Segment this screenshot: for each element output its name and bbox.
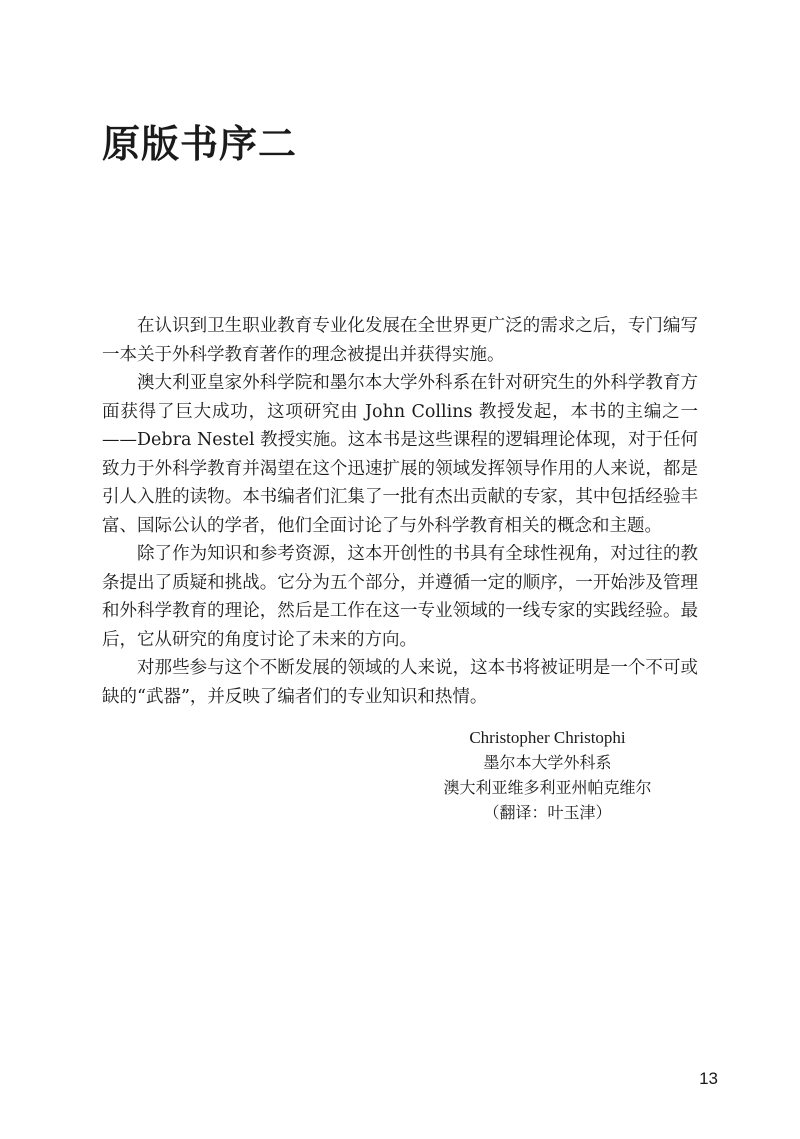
paragraph: 澳大利亚皇家外科学院和墨尔本大学外科系在针对研究生的外科学教育方面获得了巨大成功，这项研究由 John Collins 教授发起，本书的主编之一——Debra Nestel 教授实施。这本书是这些课程的逻辑理论体现，对于任何致力于外科学教育并渴望在这个迅速扩展的领域发挥领导作用的人来说，都是引人入胜的读物。本书编者们汇集了一批有杰出贡献的专家，其中包括经验丰富、国际公认的学者，他们全面讨论了与外科学教育相关的概念和主题。 (102, 373, 698, 536)
signature-block (400, 725, 695, 825)
translator-credit: （翻译：叶玉津） (483, 803, 612, 822)
body-text (102, 312, 698, 711)
author-department: 墨尔本大学外科系 (483, 753, 612, 772)
paragraph: 对那些参与这个不断发展的领域的人来说，这本书将被证明是一个不可或缺的“武器”，并反映了编者们的专业知识和热情。 (102, 658, 698, 707)
page-number: 13 (699, 1069, 718, 1088)
page-title: 原版书序二 (102, 121, 298, 166)
author-location: 澳大利亚维多利亚州帕克维尔 (443, 778, 652, 797)
author-name: Christopher Christophi (469, 728, 626, 747)
paragraph: 在认识到卫生职业教育专业化发展在全世界更广泛的需求之后，专门编写一本关于外科学教育著作的理念被提出并获得实施。 (102, 316, 698, 365)
paragraph: 除了作为知识和参考资源，这本开创性的书具有全球性视角，对过往的教条提出了质疑和挑战。它分为五个部分，并遵循一定的顺序，一开始涉及管理和外科学教育的理论，然后是工作在这一专业领域的一线专家的实践经验。最后，它从研究的角度讨论了未来的方向。 (102, 544, 698, 650)
